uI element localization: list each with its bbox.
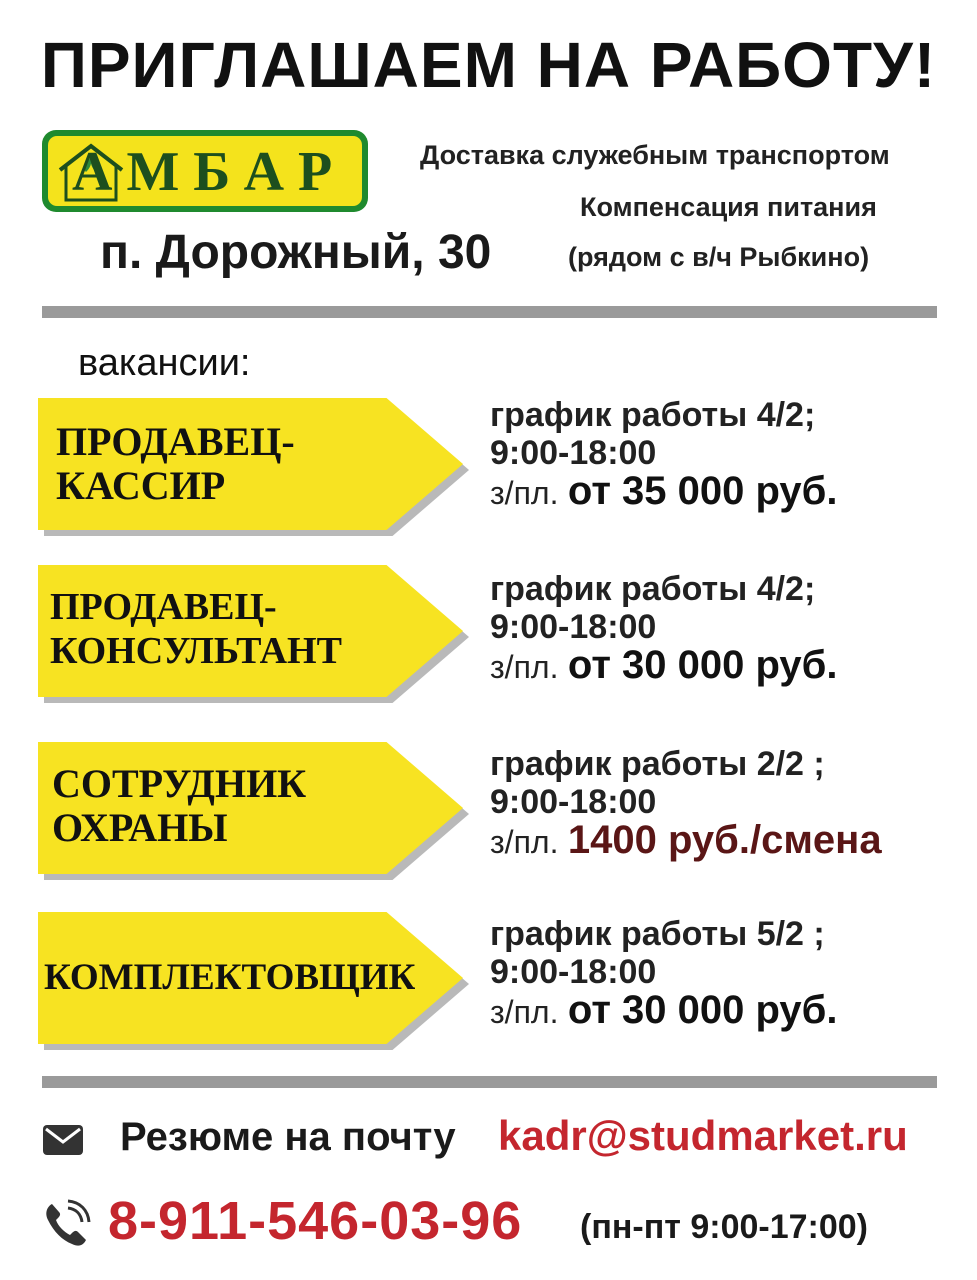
vacancy-info-consultant: график работы 4/2; 9:00-18:00 з/пл. от 30 000 руб. [490,570,838,687]
divider-bottom [42,1076,937,1088]
phone-hours: (пн-пт 9:00-17:00) [580,1208,869,1246]
benefit-meals: Компенсация питания [580,192,877,222]
vacancy-arrow-cashier [38,398,463,530]
vacancy-arrow-consultant [38,565,463,697]
phone-number[interactable]: 8-911-546-03-96 [108,1191,523,1251]
envelope-icon [42,1124,84,1156]
vacancy-title: ПРОДАВЕЦ- КАССИР [56,419,295,508]
email-link[interactable]: kadr@studmarket.ru [498,1112,908,1159]
resume-label: Резюме на почту [120,1115,456,1159]
address: п. Дорожный, 30 [100,226,492,279]
vacancy-title: КОМПЛЕКТОВЩИК [44,957,416,998]
vacancy-title: СОТРУДНИК ОХРАНЫ [52,761,307,850]
vacancy-info-picker: график работы 5/2 ; 9:00-18:00 з/пл. от 30 000 руб. [490,915,838,1032]
vacancies-label: вакансии: [78,342,251,384]
vacancy-arrow-security [38,742,463,874]
logo-text: АМБАР [72,141,347,203]
vacancy-info-security: график работы 2/2 ; 9:00-18:00 з/пл. 1400 руб./смена [490,745,882,862]
vacancy-arrow-picker [38,912,463,1044]
ambar-logo [42,130,368,212]
vacancy-title: ПРОДАВЕЦ- КОНСУЛЬТАНТ [50,586,342,672]
page-headline: ПРИГЛАШАЕМ НА РАБОТУ! [40,29,937,101]
benefit-transport: Доставка служебным транспортом [420,140,890,170]
address-note: (рядом с в/ч Рыбкино) [568,242,870,272]
phone-icon [40,1198,92,1250]
vacancy-info-cashier: график работы 4/2; 9:00-18:00 з/пл. от 35 000 руб. [490,396,838,513]
divider-top [42,306,937,318]
